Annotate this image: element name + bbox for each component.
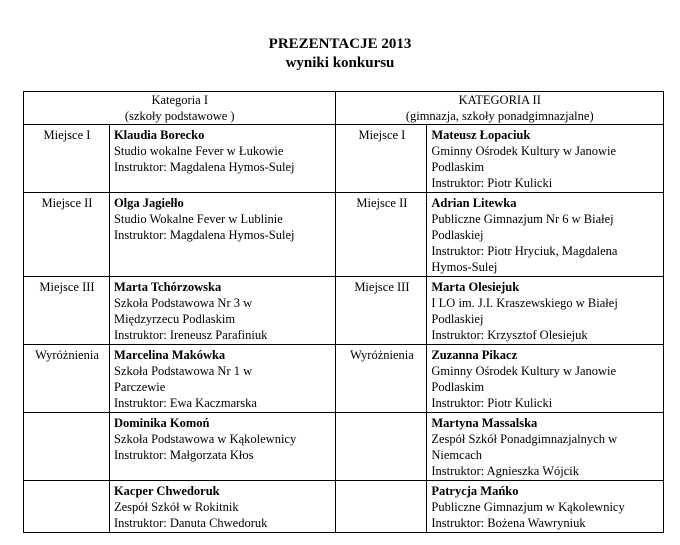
- entry-detail-line: I LO im. J.I. Kraszewskiego w Białej: [431, 296, 618, 310]
- entry-detail-line: Publiczne Gimnazjum w Kąkolewnicy: [431, 500, 625, 514]
- entry-detail-line: Podlaskim: [431, 160, 485, 174]
- entry-detail-line: Instruktor: Ewa Kaczmarska: [113, 396, 257, 410]
- entry-detail-line: Szkoła Podstawowa Nr 1 w: [113, 364, 253, 378]
- entry-detail-line: Szkoła Podstawowa Nr 3 w: [113, 296, 253, 310]
- entry-detail-line: Studio Wokalne Fever w Lublinie: [113, 212, 283, 226]
- entry-cell-cat1: [109, 345, 336, 413]
- category-1-header: [24, 92, 336, 125]
- category-2-header: [336, 92, 664, 125]
- entry-detail-line: Publiczne Gimnazjum Nr 6 w Białej: [431, 212, 614, 226]
- entry-detail-line: Instruktor: Małgorzata Kłos: [113, 448, 254, 462]
- participant-name: Klaudia Borecko: [113, 128, 205, 142]
- entry-cell-cat1: [109, 193, 336, 277]
- entry-detail-line: Zespół Szkół Ponadgimnazjalnych w: [431, 432, 618, 446]
- participant-name: Patrycja Mańko: [431, 484, 519, 498]
- place-cell-cat1: [24, 413, 110, 481]
- place-cell-cat2: Miejsce III: [336, 277, 427, 345]
- entry-detail-line: Parczewie: [113, 380, 166, 394]
- place-cell-cat2: [336, 481, 427, 533]
- entry-detail-line: Instruktor: Piotr Kulicki: [431, 176, 553, 190]
- participant-name: Adrian Litewka: [431, 196, 517, 210]
- entry-detail-line: Instruktor: Magdalena Hymos-Sulej: [113, 160, 295, 174]
- place-cell-cat2: [336, 413, 427, 481]
- entry-detail-line: Instruktor: Ireneusz Parafiniuk: [113, 328, 268, 342]
- participant-name: Mateusz Łopaciuk: [431, 128, 531, 142]
- place-cell-cat1: Miejsce III: [24, 277, 110, 345]
- participant-name: Dominika Komoń: [113, 416, 210, 430]
- participant-name: Marta Tchórzowska: [113, 280, 222, 294]
- entry-detail-line: Podlaskiej: [431, 312, 484, 326]
- entry-detail-line: Instruktor: Magdalena Hymos-Sulej: [113, 228, 295, 242]
- entry-detail-line: Hymos-Sulej: [431, 260, 498, 274]
- table-row: [24, 193, 664, 277]
- table-row: [24, 277, 664, 345]
- entry-detail-line: Szkoła Podstawowa w Kąkolewnicy: [113, 432, 297, 446]
- entry-detail-line: Gminny Ośrodek Kultury w Janowie: [431, 364, 617, 378]
- entry-cell-cat1: [109, 125, 336, 193]
- participant-name: Martyna Massalska: [431, 416, 538, 430]
- table-header-row: [24, 92, 664, 125]
- entry-cell-cat1: [109, 481, 336, 533]
- participant-name: Kacper Chwedoruk: [113, 484, 220, 498]
- entry-detail-line: Instruktor: Krzysztof Olesiejuk: [431, 328, 588, 342]
- entry-cell-cat2: [427, 193, 664, 277]
- table-row: [24, 413, 664, 481]
- entry-cell-cat2: [427, 481, 664, 533]
- entry-cell-cat2: [427, 345, 664, 413]
- category-1-label: Kategoria I: [151, 93, 209, 107]
- entry-detail-line: Instruktor: Agnieszka Wójcik: [431, 464, 580, 478]
- place-cell-cat1: Wyróżnienia: [24, 345, 110, 413]
- participant-name: Olga Jagiełło: [113, 196, 184, 210]
- entry-detail-line: Podlaskim: [431, 380, 485, 394]
- entry-detail-line: Studio wokalne Fever w Łukowie: [113, 144, 284, 158]
- entry-detail-line: Podlaskiej: [431, 228, 484, 242]
- entry-cell-cat2: [427, 125, 664, 193]
- entry-detail-line: Instruktor: Danuta Chwedoruk: [113, 516, 268, 530]
- participant-name: Marcelina Makówka: [113, 348, 226, 362]
- entry-detail-line: Międzyrzecu Podlaskim: [113, 312, 236, 326]
- entry-detail-line: Gminny Ośrodek Kultury w Janowie: [431, 144, 617, 158]
- entry-cell-cat2: [427, 277, 664, 345]
- entry-detail-line: Instruktor: Piotr Hryciuk, Magdalena: [431, 244, 618, 258]
- category-1-sub: (szkoły podstawowe ): [124, 109, 235, 123]
- entry-detail-line: Instruktor: Bożena Wawryniuk: [431, 516, 586, 530]
- place-cell-cat1: Miejsce II: [24, 193, 110, 277]
- participant-name: Zuzanna Pikacz: [431, 348, 518, 362]
- participant-name: Marta Olesiejuk: [431, 280, 520, 294]
- place-cell-cat1: Miejsce I: [24, 125, 110, 193]
- results-table: [23, 91, 664, 533]
- document-title: PREZENTACJE 2013: [268, 36, 412, 52]
- entry-cell-cat2: [427, 413, 664, 481]
- entry-detail-line: Niemcach: [431, 448, 483, 462]
- place-cell-cat1: [24, 481, 110, 533]
- place-cell-cat2: Miejsce II: [336, 193, 427, 277]
- place-cell-cat2: Miejsce I: [336, 125, 427, 193]
- entry-cell-cat1: [109, 413, 336, 481]
- entry-cell-cat1: [109, 277, 336, 345]
- category-2-label: KATEGORIA II: [458, 93, 541, 107]
- table-row: [24, 125, 664, 193]
- table-row: [24, 345, 664, 413]
- place-cell-cat2: Wyróżnienia: [336, 345, 427, 413]
- entry-detail-line: Instruktor: Piotr Kulicki: [431, 396, 553, 410]
- document-subtitle: wyniki konkursu: [285, 55, 395, 71]
- entry-detail-line: Zespół Szkół w Rokitnik: [113, 500, 239, 514]
- category-2-sub: (gimnazja, szkoły ponadgimnazjalne): [405, 109, 594, 123]
- table-row: [24, 481, 664, 533]
